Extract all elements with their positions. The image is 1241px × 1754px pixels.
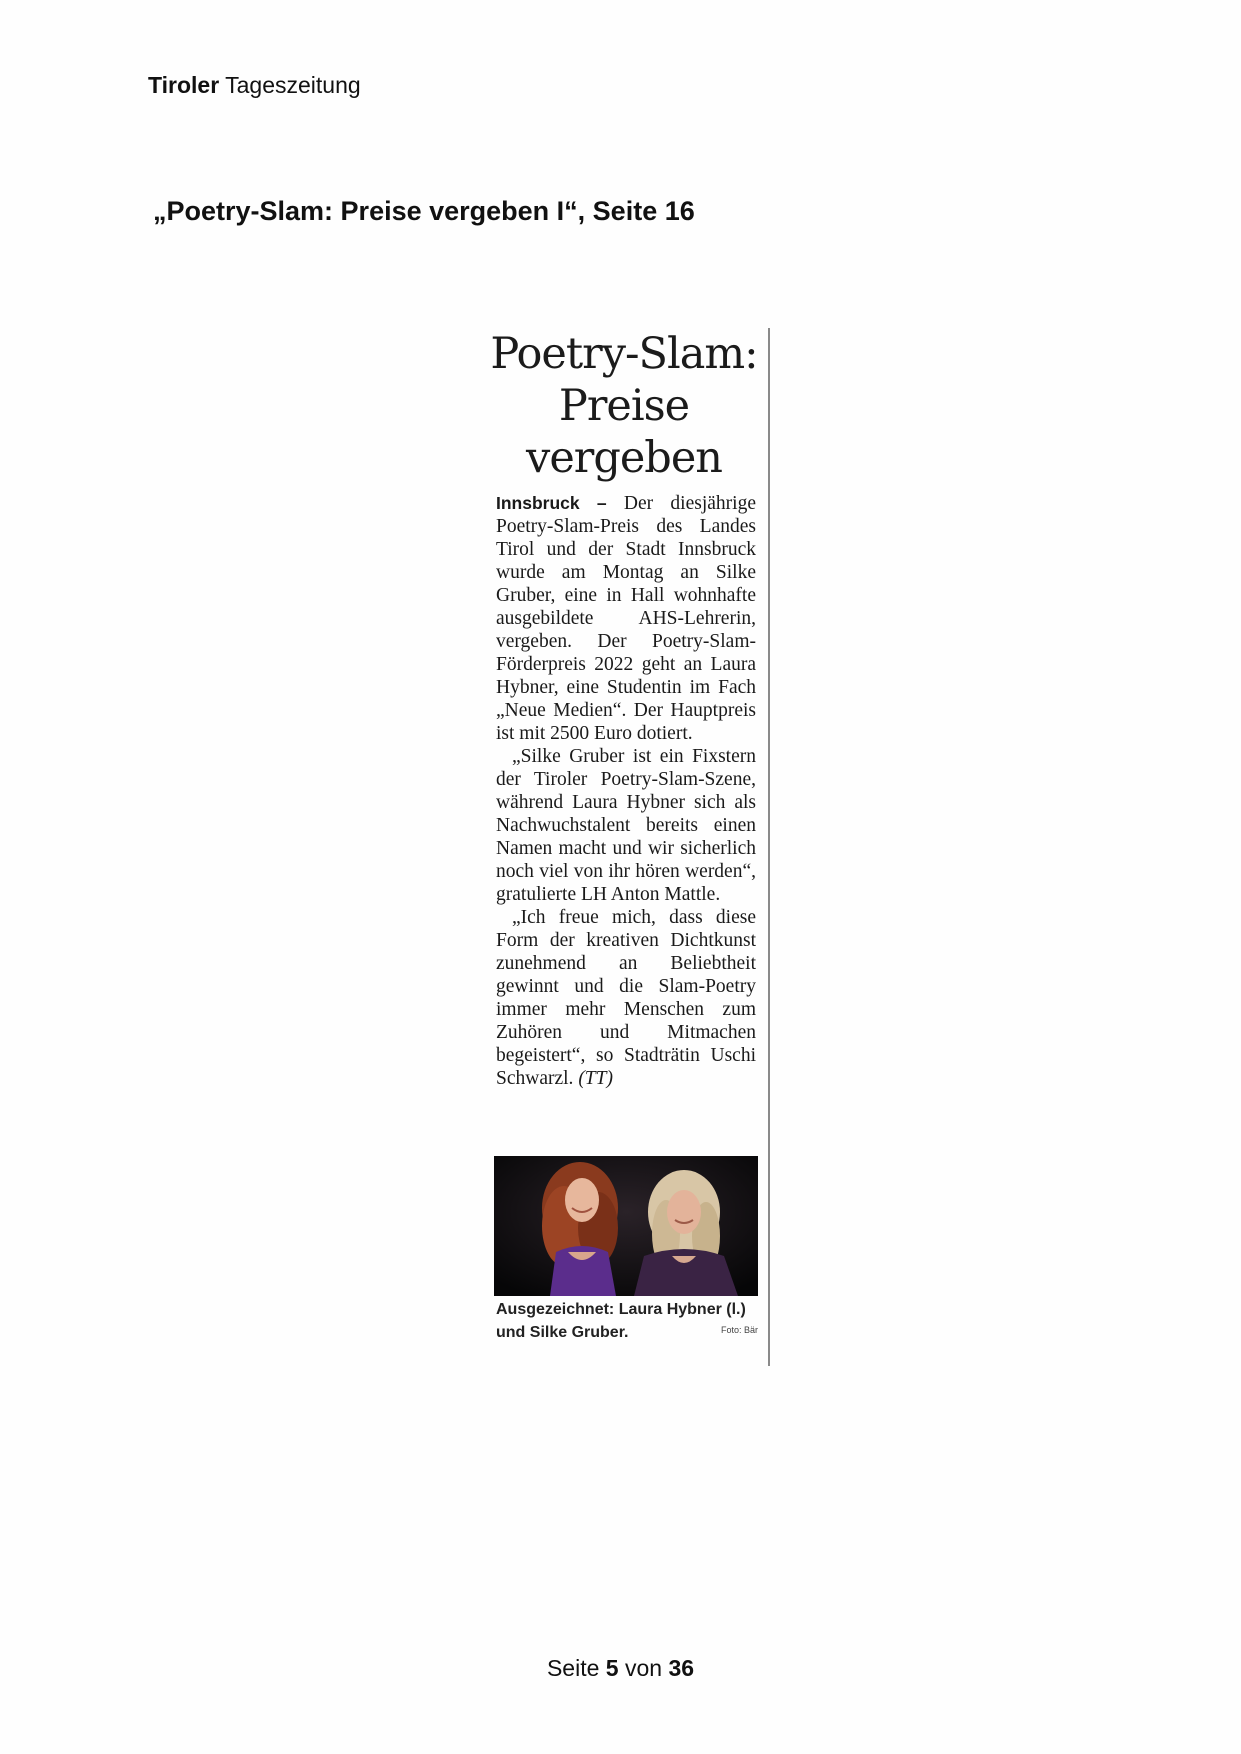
article-headline xyxy=(490,328,758,484)
headline-line-3: vergeben xyxy=(526,433,722,483)
headline-line-1: Poetry-Slam: xyxy=(490,329,758,379)
paragraph-1-text: Der diesjährige Poetry-Slam-Preis des Landes Tirol und der Stadt Innsbruck wurde am Montag an Silke Gruber, eine in Hall wohnhafte ausgebildete AHS-Lehrerin, vergeben. Der Poetry-Slam-Förderpreis 2022 geht an Laura Hybner, eine Studentin im Fach „Neue Medien“. Der Hauptpreis ist mit 2500 Euro dotiert. xyxy=(496,493,756,744)
publication-name-rest: Tageszeitung xyxy=(225,72,361,98)
article-body xyxy=(496,492,756,1090)
page-current: 5 xyxy=(605,1655,619,1681)
document-heading: „Poetry-Slam: Preise vergeben I“, Seite 16 xyxy=(153,196,695,226)
caption-text: Ausgezeichnet: Laura Hybner (l.) und Silke Gruber. xyxy=(496,1301,746,1341)
article-paragraph-2: „Silke Gruber ist ein Fixstern der Tiroler Poetry-Slam-Szene, während Laura Hybner sich als Nachwuchstalent bereits einen Namen macht und wir sicherlich noch viel von ihr hören werden“, gratulierte LH Anton Mattle. xyxy=(496,746,756,905)
page-number xyxy=(0,1655,1241,1682)
dateline: Innsbruck – xyxy=(496,493,607,513)
newspaper-clipping xyxy=(490,328,768,1366)
article-photo xyxy=(494,1156,758,1296)
page-separator: von xyxy=(624,1655,663,1681)
article-paragraph-3 xyxy=(496,906,756,1090)
publication-name xyxy=(148,72,361,99)
page-total: 36 xyxy=(668,1655,695,1681)
photo-credit: Foto: Bär xyxy=(720,1325,758,1335)
photo-caption xyxy=(496,1298,758,1344)
paragraph-3-text: „Ich freue mich, dass diese Form der kreativen Dichtkunst zunehmend an Beliebtheit gewinnt und die Slam-Poetry immer mehr Menschen zum Zuhören und Mitmachen begeistert“, so Stadträtin Uschi Schwarzl. xyxy=(496,907,756,1089)
page-prefix: Seite xyxy=(546,1655,600,1681)
author-credit: (TT) xyxy=(578,1068,613,1089)
column-rule xyxy=(768,328,770,1366)
photo-illustration xyxy=(494,1156,758,1296)
headline-line-2: Preise xyxy=(558,381,690,431)
article-paragraph-1 xyxy=(496,492,756,745)
publication-name-bold: Tiroler xyxy=(148,72,220,98)
